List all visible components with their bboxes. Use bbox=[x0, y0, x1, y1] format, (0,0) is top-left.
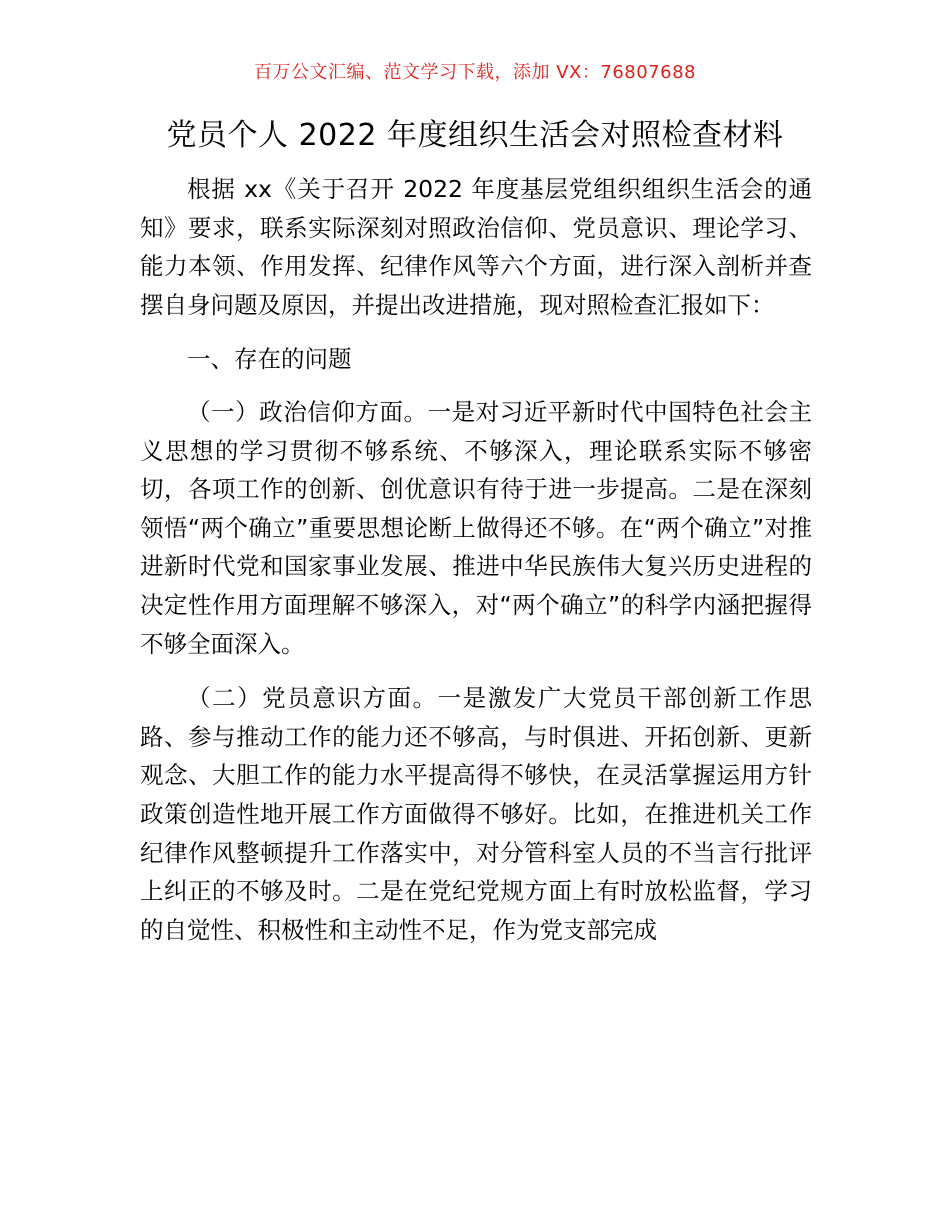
page-title: 党员个人 2022 年度组织生活会对照检查材料 bbox=[166, 118, 784, 153]
section-heading: 一、存在的问题 bbox=[187, 345, 352, 374]
paragraph-political-belief: （一）政治信仰方面。一是对习近平新时代中国特色社会主义思想的学习贯彻不够系统、不够深入，理论联系实际不够密切，各项工作的创新、创优意识有待于进一步提高。二是在深刻领悟“两个确立”重要思想论断上做得还不够。在“两个确立”对推进新时代党和国家事业发展、推进中华民族伟大复兴历史进程的决定性作用方面理解不够深入，对“两个确立”的科学内涵把握得不够全面深入。 bbox=[140, 397, 812, 658]
intro-paragraph: 根据 xx《关于召开 2022 年度基层党组织组织生活会的通知》要求，联系实际深刻对照政治信仰、党员意识、理论学习、能力本领、作用发挥、纪律作风等六个方面，进行深入剖析并查摆自身问题及原因，并提出改进措施，现对照检查汇报如下： bbox=[140, 175, 812, 319]
watermark-note: 百万公文汇编、范文学习下载，添加 VX：76807688 bbox=[254, 62, 696, 83]
document-body bbox=[140, 170, 812, 965]
paragraph-party-awareness: （二）党员意识方面。一是激发广大党员干部创新工作思路、参与推动工作的能力还不够高，与时俱进、开拓创新、更新观念、大胆工作的能力水平提高得不够快，在灵活掌握运用方针政策创造性地开展工作方面做得不够好。比如，在推进机关工作纪律作风整顿提升工作落实中，对分管科室人员的不当言行批评上纠正的不够及时。二是在党纪党规方面上有时放松监督，学习的自觉性、积极性和主动性不足，作为党支部完成 bbox=[140, 684, 812, 944]
